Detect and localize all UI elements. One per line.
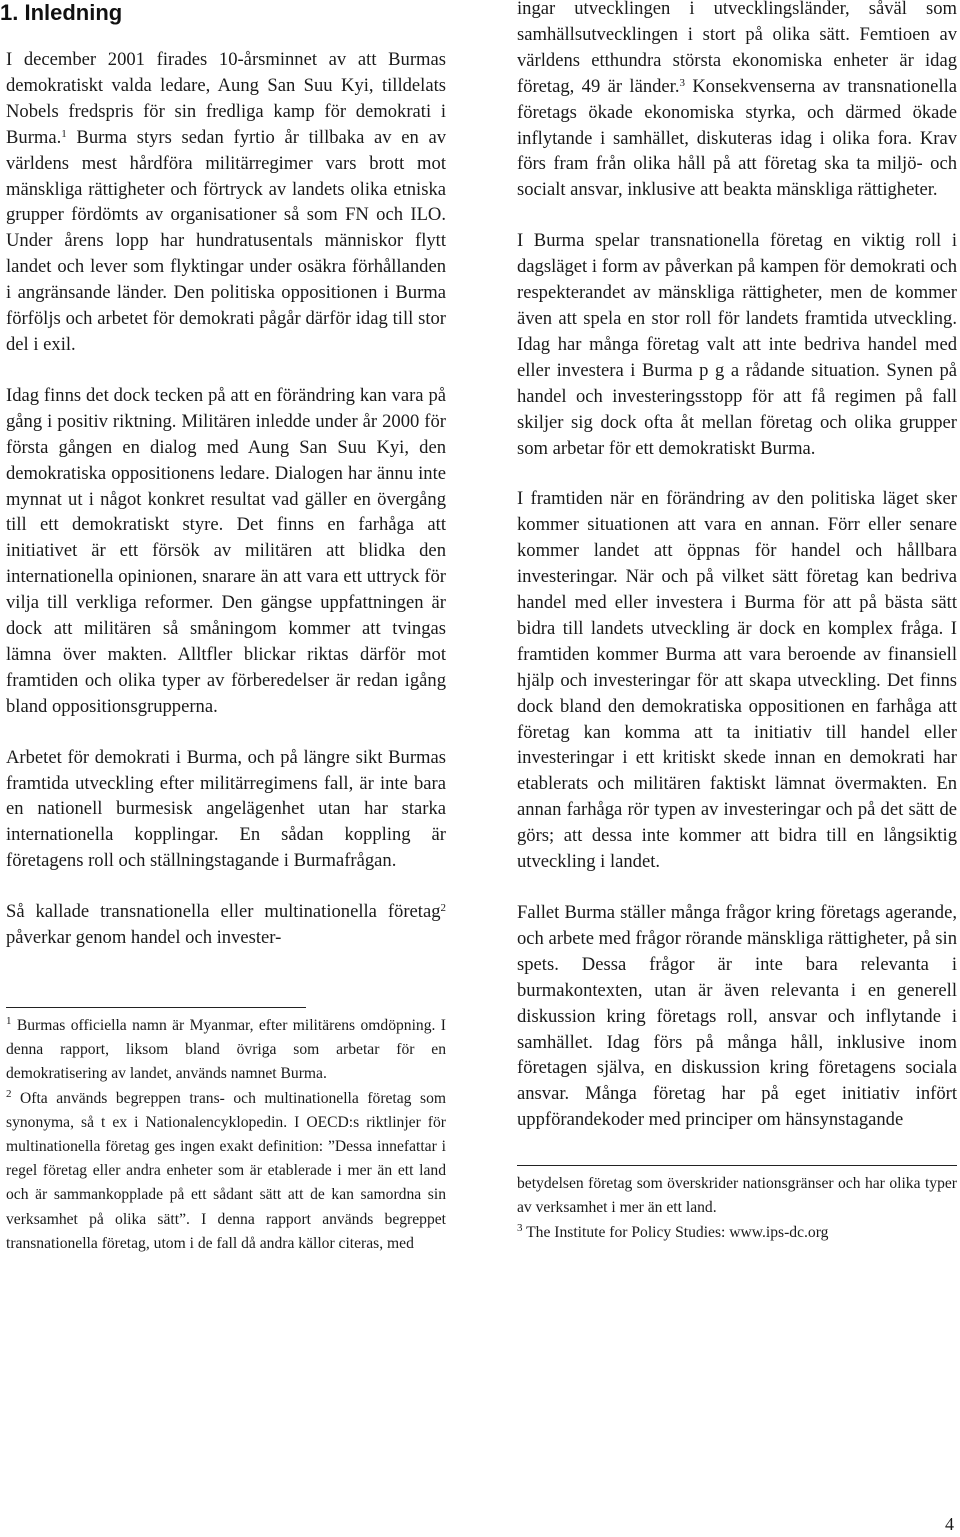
left-column xyxy=(0,0,446,1256)
section-heading: 1. Inledning xyxy=(0,0,123,25)
page-number: 4 xyxy=(945,1514,954,1534)
right-column xyxy=(517,0,957,1245)
footnote-3: $^3$ The Institute for Policy Studies: www.ips-dc.org xyxy=(517,1221,829,1241)
footnote-ref-3[interactable]: 3 xyxy=(679,76,686,89)
footnote-1: $^1$ Burmas officiella namn är Myanmar, efter militärens omdöpning. I denna rapport, liksom bland övriga som arbetar för en demokratisering av landet, används namnet Burma. xyxy=(6,1015,446,1083)
paragraph-future: I framtiden när en förändring av den politiska läget sker kommer situationen att vara en annan. Förr eller senare kommer landet att öppnas för handel och hållbara investeringar. När och på vilket sätt företag kan bedriva handel med eller investera i Burma för att på bästa sätt bidra till landets utveckling är dock en komplex fråga. I framtiden kommer Burma att vara beroende av finansiell hjälp och investeringar för att skapa utveckling. Det finns dock bland den demokratiska oppositionen en farhåga att företag kan komma att ta initiativ till handel eller investeringar i ett kritiskt skede innan en demokrati har etablerats och militären faktiskt lämnat övermakten. En annan farhåga rör typen av investeringar och på det sätt de görs; att dessa inte kommer att bidra till en långsiktig utveckling i landet. xyxy=(517,488,957,873)
paragraph-transnational: Så kallade transnationella eller multinationella företag$^2$ påverkar genom handel och invester- xyxy=(6,901,446,949)
paragraph-international: Arbetet för demokrati i Burma, och på längre sikt Burmas framtida utveckling efter militärregimens fall, är inte bara en nationell burmesisk angelägenhet utan har starka internationella kopplingar. En sådan koppling är företagens roll och ställningstagande i Burmafrågan. xyxy=(6,746,446,872)
footnote-ref-1[interactable]: 1 xyxy=(61,127,67,140)
paragraph-intro: I december 2001 firades 10-årsminnet av att Burmas demokratiskt valda ledare, Aung San Suu Kyi, tilldelats Nobels fredspris för sin fredliga kamp för demokrati i Burma.$^1$ Burma styrs sedan fyrtio år tillbaka av en av världens mest hårdföra militärregimer vars brott mot mänskliga rättigheter och förtryck av landets olika etniska grupper fördömts av organisationer så som FN och ILO. Under årens lopp har hundratusentals människor flytt landet och lever som flyktingar under osäkra förhållanden i angränsande länder. Den politiska oppositionen i Burma förföljs och arbetet för demokrati pågår därför idag till stor del i exil. xyxy=(6,49,446,355)
paragraph-burma-role: I Burma spelar transnationella företag en viktig roll i dagsläget i form av påverkan på kampen för demokrati och respekterandet av mänskliga rättigheter, men de kommer även att spela en stor roll för landets framtida utveckling. Idag har många företag valt att inte bedriva handel med eller investera i Burma p g a rådande situation. Synen på handel och investeringsstopp för att få regimen på fall skiljer sig dock ofta åt mellan företag och olika grupper som arbetar för ett demokratiskt Burma. xyxy=(517,230,957,459)
footnote-2-continued: betydelsen företag som överskrider nationsgränser och har olika typer av verksamhet i mer än ett land. xyxy=(517,1175,957,1217)
paragraph-dialogue: Idag finns det dock tecken på att en förändring kan vara på gång i positiv riktning. Militären inledde under år 2000 för första gången en dialog med Aung San Suu Kyi, den demokratiska oppositionens ledare. Dialogen har ännu inte mynnat ut i något konkret resultat vad gäller en övergång till ett demokratiskt styre. Det finns en farhåga att initiativet är ett försök av militären att blidka den internationella opinionen, snarare än att vara ett uttryck för vilja till verkliga reformer. Den gängse uppfattningen är dock att militären så småningom kommer att tvingas lämna över makten. Alltfler blickar riktas därför mot framtiden och olika typer av förberedelser är redan igång bland oppositionsgrupperna. xyxy=(6,384,446,717)
footnote-2: $^2$ Ofta används begreppen trans- och multinationella företag som synonyma, så t ex i Nationalencyklopedin. I OECD:s riktlinjer för multinationella företag ges ingen exakt definition: ”Dessa innefattar i regel företag eller andra enheter som är etablerade i mer än ett land och är sammankopplade på ett sådant sätt att de kan samordna sin verksamhet på olika sätt”. I denna rapport används begreppet transnationella företag, utom i de fall då andra källor citeras, med xyxy=(6,1087,446,1252)
paragraph-economic-units: ingar utvecklingen i utvecklingsländer, såväl som samhällsutvecklingen i stort på olika sätt. Femtioen av världens etthundra största ekonomiska enheter är idag företag, 49 är länder.$^3$ Konsekvenserna av transnationella företags ökade ekonomiska styrka, och därmed ökade inflytande i samhället, diskuteras idag i olika fora. Krav förs fram från olika håll på att företag ska ta miljö- och socialt ansvar, inklusive att beakta mänskliga rättigheter. xyxy=(517,0,957,201)
paragraph-case-burma: Fallet Burma ställer många frågor kring företags agerande, och arbete med frågor rörande mänskliga rättigheter, på sin spets. Dessa frågor är inte bara relevanta i burmakontexten, utan är även relevanta i en generell diskussion kring företags roll, ansvar och inflytande i samhället. Idag förs på många håll, inklusive inom företagen själva, en diskussion kring företagens sociala ansvar. Många företag har på eget initiativ infört uppförandekoder med principer om hänsynstagande xyxy=(517,902,957,1131)
footnote-ref-2[interactable]: 2 xyxy=(440,902,446,915)
